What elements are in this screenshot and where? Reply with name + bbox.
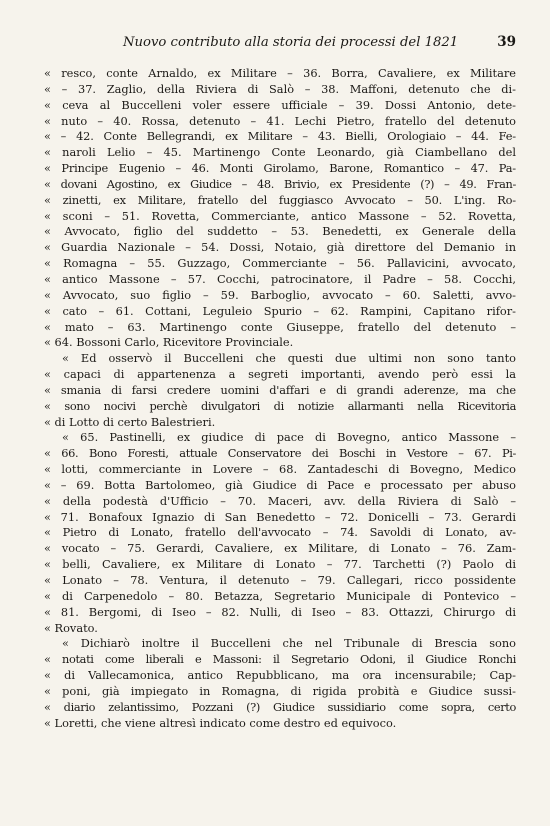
text-line: « vocato – 75. Gerardi, Cavaliere, ex Militare, di Lonato – 76. Zam-	[44, 541, 516, 556]
text-line: « nuto – 40. Rossa, detenuto – 41. Lechi Pietro, fratello del detenuto	[44, 113, 516, 128]
page-number: 39	[497, 34, 516, 50]
text-line: « – 69. Botta Bartolomeo, già Giudice di Pace e processato per abuso	[44, 477, 516, 492]
text-line: « Avvocato, figlio del suddetto – 53. Benedetti, ex Generale della	[44, 224, 516, 239]
text-line: « naroli Lelio – 45. Martinengo Conte Leonardo, già Ciambellano del	[44, 145, 516, 160]
text-line: « Dichiarò inoltre il Buccelleni che nel Tribunale di Brescia sono	[62, 636, 516, 651]
paragraph-informants-1	[44, 66, 516, 351]
page-header	[44, 34, 516, 56]
text-line: « Avvocato, suo figlio – 59. Barboglio, avvocato – 60. Saletti, avvo-	[44, 287, 516, 302]
text-line: « – 42. Conte Bellegrandi, ex Militare – 43. Bielli, Orologiaio – 44. Fe-	[44, 129, 516, 144]
text-line: « Pietro di Lonato, fratello dell'avvocato – 74. Savoldi di Lonato, av-	[44, 525, 516, 540]
text-line: « 65. Pastinelli, ex giudice di pace di Bovegno, antico Massone –	[62, 430, 516, 445]
paragraph-observation	[44, 351, 516, 430]
text-line: « Romagna – 55. Guzzago, Commerciante – 56. Pallavicini, avvocato,	[44, 256, 516, 271]
text-line: « 66. Bono Foresti, attuale Conservatore dei Boschi in Vestore – 67. Pi-	[44, 446, 516, 461]
text-line: « 71. Bonafoux Ignazio di San Benedetto – 72. Donicelli – 73. Gerardi	[44, 509, 516, 524]
text-line: « di Lotto di certo Balestrieri.	[44, 414, 216, 429]
text-line: « poni, già impiegato in Romagna, di rigida probità e Giudice sussi-	[44, 683, 516, 698]
text-line: « di Carpenedolo – 80. Betazza, Segretario Municipale di Pontevico –	[44, 588, 516, 603]
text-line: « Loretti, che viene altresì indicato come destro ed equivoco.	[44, 715, 397, 730]
text-line: « 81. Bergomi, di Iseo – 82. Nulli, di Iseo – 83. Ottazzi, Chirurgo di	[44, 604, 516, 619]
text-line: « diario zelantissimo, Pozzani (?) Giudice sussidiario come sopra, certo	[44, 699, 516, 714]
text-line: « 64. Bossoni Carlo, Ricevitore Provinciale.	[44, 335, 294, 350]
text-line: « di Vallecamonica, antico Repubblicano, ma ora incensurabile; Cap-	[44, 668, 516, 683]
text-line: « sconi – 51. Rovetta, Commerciante, antico Massone – 52. Rovetta,	[44, 208, 516, 223]
text-line: « resco, conte Arnaldo, ex Militare – 36. Borra, Cavaliere, ex Militare	[44, 66, 516, 80]
text-line: « Guardia Nazionale – 54. Dossi, Notaio, già direttore del Demanio in	[44, 240, 516, 255]
text-line: « sono nocivi perchè divulgatori di notizie allarmanti nella Ricevitoria	[44, 398, 516, 413]
text-line: « smania di farsi credere uomini d'affari e di grandi aderenze, ma che	[44, 382, 516, 397]
text-line: « della podestà d'Ufficio – 70. Maceri, avv. della Riviera di Salò –	[44, 493, 516, 508]
document-body	[44, 66, 516, 731]
text-line: « dovani Agostino, ex Giudice – 48. Brivio, ex Presidente (?) – 49. Fran-	[44, 176, 516, 191]
text-line: « – 37. Zaglio, della Riviera di Salò – 38. Maffoni, detenuto che di-	[44, 81, 516, 96]
text-line: « notati come liberali e Massoni: il Segretario Odoni, il Giudice Ronchi	[44, 652, 516, 667]
paragraph-informants-2	[44, 430, 516, 636]
paragraph-tribunal	[44, 636, 516, 731]
text-line: « Principe Eugenio – 46. Monti Girolamo, Barone, Romantico – 47. Pa-	[44, 161, 516, 176]
text-line: « lotti, commerciante in Lovere – 68. Zantadeschi di Bovegno, Medico	[44, 462, 516, 477]
text-line: « cato – 61. Cottani, Leguleio Spurio – 62. Rampini, Capitano rifor-	[44, 303, 516, 318]
text-line: « Ed osservò il Buccelleni che questi due ultimi non sono tanto	[62, 351, 516, 366]
text-line: « antico Massone – 57. Cocchi, patrocinatore, il Padre – 58. Cocchi,	[44, 271, 516, 286]
text-line: « Lonato – 78. Ventura, il detenuto – 79. Callegari, ricco possidente	[44, 573, 516, 587]
text-line: « mato – 63. Martinengo conte Giuseppe, fratello del detenuto –	[44, 319, 516, 334]
text-line: « Rovato.	[44, 620, 98, 635]
text-line: « ceva al Buccelleni voler essere ufficiale – 39. Dossi Antonio, dete-	[44, 97, 516, 112]
running-title: Nuovo contributo alla storia dei processi del 1821	[123, 35, 459, 50]
text-line: « capaci di appartenenza a segreti importanti, avendo però essi la	[44, 367, 516, 382]
text-line: « belli, Cavaliere, ex Militare di Lonato – 77. Tarchetti (?) Paolo di	[44, 557, 516, 572]
text-line: « zinetti, ex Militare, fratello del fuggiasco Avvocato – 50. L'ing. Ro-	[44, 192, 516, 207]
